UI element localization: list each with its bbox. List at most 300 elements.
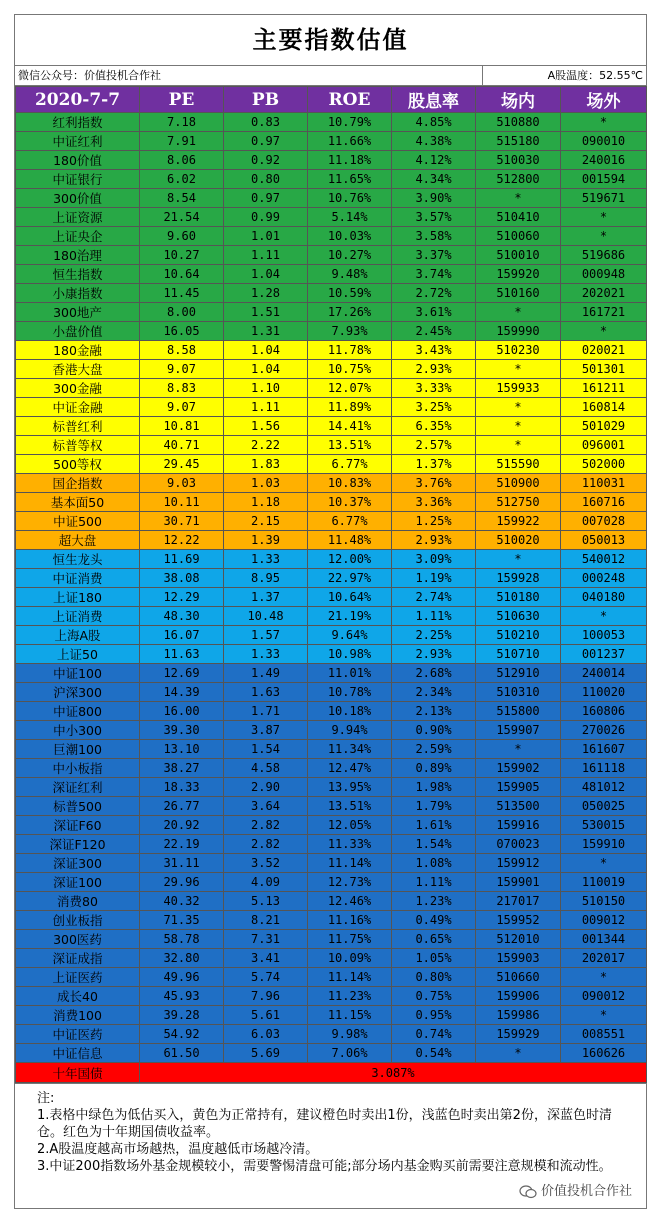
roe-value: 9.98% bbox=[308, 1025, 392, 1044]
dividend-yield: 0.54% bbox=[392, 1044, 476, 1063]
table-row bbox=[16, 911, 647, 930]
pe-value: 8.58 bbox=[140, 341, 224, 360]
otc-code: 001344 bbox=[561, 930, 647, 949]
index-name: 中证红利 bbox=[16, 132, 140, 151]
pe-value: 40.71 bbox=[140, 436, 224, 455]
otc-code: 160626 bbox=[561, 1044, 647, 1063]
exchange-code: 512010 bbox=[476, 930, 561, 949]
exchange-code: 510010 bbox=[476, 246, 561, 265]
dividend-yield: 2.34% bbox=[392, 683, 476, 702]
table-row bbox=[16, 854, 647, 873]
valuation-table bbox=[15, 86, 647, 1083]
pb-value: 1.04 bbox=[224, 360, 308, 379]
index-name: 180金融 bbox=[16, 341, 140, 360]
index-name: 中证金融 bbox=[16, 398, 140, 417]
index-name: 小康指数 bbox=[16, 284, 140, 303]
pe-value: 10.64 bbox=[140, 265, 224, 284]
exchange-code: 512800 bbox=[476, 170, 561, 189]
roe-value: 11.23% bbox=[308, 987, 392, 1006]
pb-value: 1.56 bbox=[224, 417, 308, 436]
header-roe: ROE bbox=[308, 87, 392, 113]
exchange-code: 159990 bbox=[476, 322, 561, 341]
pb-value: 6.03 bbox=[224, 1025, 308, 1044]
pb-value: 1.54 bbox=[224, 740, 308, 759]
header-pb: PB bbox=[224, 87, 308, 113]
pb-value: 0.80 bbox=[224, 170, 308, 189]
exchange-code: 159952 bbox=[476, 911, 561, 930]
exchange-code: 159929 bbox=[476, 1025, 561, 1044]
exchange-code: 159905 bbox=[476, 778, 561, 797]
dividend-yield: 2.13% bbox=[392, 702, 476, 721]
table-row bbox=[16, 341, 647, 360]
index-name: 深证F120 bbox=[16, 835, 140, 854]
roe-value: 11.78% bbox=[308, 341, 392, 360]
pe-value: 45.93 bbox=[140, 987, 224, 1006]
dividend-yield: 4.12% bbox=[392, 151, 476, 170]
pe-value: 71.35 bbox=[140, 911, 224, 930]
page-title: 主要指数估值 bbox=[15, 15, 646, 66]
pe-value: 9.60 bbox=[140, 227, 224, 246]
exchange-code: 159903 bbox=[476, 949, 561, 968]
otc-code: 202017 bbox=[561, 949, 647, 968]
pb-value: 1.33 bbox=[224, 645, 308, 664]
otc-code: * bbox=[561, 1006, 647, 1025]
dividend-yield: 2.93% bbox=[392, 360, 476, 379]
index-name: 基本面50 bbox=[16, 493, 140, 512]
roe-value: 11.33% bbox=[308, 835, 392, 854]
pb-value: 2.22 bbox=[224, 436, 308, 455]
index-name: 标普等权 bbox=[16, 436, 140, 455]
pb-value: 1.01 bbox=[224, 227, 308, 246]
exchange-code: * bbox=[476, 360, 561, 379]
table-row bbox=[16, 132, 647, 151]
valuation-sheet bbox=[14, 14, 647, 1209]
index-name: 180治理 bbox=[16, 246, 140, 265]
otc-code: 000948 bbox=[561, 265, 647, 284]
table-row bbox=[16, 1025, 647, 1044]
otc-code: 001594 bbox=[561, 170, 647, 189]
pe-value: 21.54 bbox=[140, 208, 224, 227]
index-name: 中证500 bbox=[16, 512, 140, 531]
index-name: 500等权 bbox=[16, 455, 140, 474]
table-row bbox=[16, 835, 647, 854]
exchange-code: 513500 bbox=[476, 797, 561, 816]
index-name: 中小300 bbox=[16, 721, 140, 740]
roe-value: 10.27% bbox=[308, 246, 392, 265]
otc-code: 160806 bbox=[561, 702, 647, 721]
dividend-yield: 3.58% bbox=[392, 227, 476, 246]
wechat-icon bbox=[519, 1185, 537, 1199]
otc-code: 110020 bbox=[561, 683, 647, 702]
roe-value: 11.48% bbox=[308, 531, 392, 550]
exchange-code: 510900 bbox=[476, 474, 561, 493]
otc-code: 161118 bbox=[561, 759, 647, 778]
table-row bbox=[16, 797, 647, 816]
otc-code: 100053 bbox=[561, 626, 647, 645]
pe-value: 10.11 bbox=[140, 493, 224, 512]
pe-value: 38.08 bbox=[140, 569, 224, 588]
exchange-code: 159986 bbox=[476, 1006, 561, 1025]
header-otc-code: 场外 bbox=[561, 87, 647, 113]
pb-value: 1.83 bbox=[224, 455, 308, 474]
table-row bbox=[16, 740, 647, 759]
index-name: 中证银行 bbox=[16, 170, 140, 189]
table-row bbox=[16, 360, 647, 379]
pb-value: 4.58 bbox=[224, 759, 308, 778]
pe-value: 26.77 bbox=[140, 797, 224, 816]
pe-value: 16.05 bbox=[140, 322, 224, 341]
table-row bbox=[16, 455, 647, 474]
roe-value: 7.06% bbox=[308, 1044, 392, 1063]
otc-code: 040180 bbox=[561, 588, 647, 607]
dividend-yield: 3.43% bbox=[392, 341, 476, 360]
table-row bbox=[16, 113, 647, 132]
index-name: 中小板指 bbox=[16, 759, 140, 778]
index-name: 深证100 bbox=[16, 873, 140, 892]
table-row bbox=[16, 607, 647, 626]
dividend-yield: 2.45% bbox=[392, 322, 476, 341]
otc-code: 519671 bbox=[561, 189, 647, 208]
otc-code: 000248 bbox=[561, 569, 647, 588]
pe-value: 8.06 bbox=[140, 151, 224, 170]
roe-value: 10.76% bbox=[308, 189, 392, 208]
roe-value: 10.75% bbox=[308, 360, 392, 379]
table-row bbox=[16, 816, 647, 835]
dividend-yield: 1.19% bbox=[392, 569, 476, 588]
table-row bbox=[16, 892, 647, 911]
table-row bbox=[16, 873, 647, 892]
otc-code: 110031 bbox=[561, 474, 647, 493]
index-name: 国企指数 bbox=[16, 474, 140, 493]
table-row bbox=[16, 759, 647, 778]
roe-value: 10.03% bbox=[308, 227, 392, 246]
otc-code: 161211 bbox=[561, 379, 647, 398]
table-row bbox=[16, 151, 647, 170]
pe-value: 8.00 bbox=[140, 303, 224, 322]
pb-value: 1.04 bbox=[224, 265, 308, 284]
table-row bbox=[16, 436, 647, 455]
index-name: 创业板指 bbox=[16, 911, 140, 930]
index-name: 300医药 bbox=[16, 930, 140, 949]
dividend-yield: 2.93% bbox=[392, 531, 476, 550]
table-row bbox=[16, 1006, 647, 1025]
table-row bbox=[16, 645, 647, 664]
otc-code: 519686 bbox=[561, 246, 647, 265]
roe-value: 14.41% bbox=[308, 417, 392, 436]
pb-value: 8.95 bbox=[224, 569, 308, 588]
dividend-yield: 0.90% bbox=[392, 721, 476, 740]
pb-value: 7.31 bbox=[224, 930, 308, 949]
note-3: 3.中证200指数场外基金规模较小，需要警惕清盘可能;部分场内基金购买前需要注意规模和流动性。 bbox=[37, 1159, 612, 1174]
index-name: 深证F60 bbox=[16, 816, 140, 835]
table-row bbox=[16, 721, 647, 740]
index-name: 上证资源 bbox=[16, 208, 140, 227]
pe-value: 14.39 bbox=[140, 683, 224, 702]
index-name: 中证信息 bbox=[16, 1044, 140, 1063]
dividend-yield: 3.37% bbox=[392, 246, 476, 265]
dividend-yield: 6.35% bbox=[392, 417, 476, 436]
otc-code: 090010 bbox=[561, 132, 647, 151]
roe-value: 10.18% bbox=[308, 702, 392, 721]
table-row bbox=[16, 531, 647, 550]
exchange-code: 510180 bbox=[476, 588, 561, 607]
pb-value: 2.15 bbox=[224, 512, 308, 531]
dividend-yield: 3.57% bbox=[392, 208, 476, 227]
dividend-yield: 1.08% bbox=[392, 854, 476, 873]
pb-value: 5.69 bbox=[224, 1044, 308, 1063]
index-name: 上证医药 bbox=[16, 968, 140, 987]
table-row bbox=[16, 1044, 647, 1063]
pb-value: 1.03 bbox=[224, 474, 308, 493]
pe-value: 32.80 bbox=[140, 949, 224, 968]
table-row bbox=[16, 417, 647, 436]
pb-value: 1.49 bbox=[224, 664, 308, 683]
table-row bbox=[16, 968, 647, 987]
dividend-yield: 1.05% bbox=[392, 949, 476, 968]
otc-code: 510150 bbox=[561, 892, 647, 911]
pe-value: 10.27 bbox=[140, 246, 224, 265]
exchange-code: * bbox=[476, 436, 561, 455]
roe-value: 11.65% bbox=[308, 170, 392, 189]
roe-value: 9.94% bbox=[308, 721, 392, 740]
roe-value: 9.48% bbox=[308, 265, 392, 284]
account-label: 微信公众号：价值投机合作社 bbox=[15, 66, 483, 85]
otc-code: 001237 bbox=[561, 645, 647, 664]
exchange-code: 510880 bbox=[476, 113, 561, 132]
index-name: 巨潮100 bbox=[16, 740, 140, 759]
table-row bbox=[16, 208, 647, 227]
pe-value: 22.19 bbox=[140, 835, 224, 854]
otc-code: 090012 bbox=[561, 987, 647, 1006]
dividend-yield: 3.36% bbox=[392, 493, 476, 512]
table-row bbox=[16, 493, 647, 512]
roe-value: 12.73% bbox=[308, 873, 392, 892]
roe-value: 11.18% bbox=[308, 151, 392, 170]
exchange-code: 510160 bbox=[476, 284, 561, 303]
roe-value: 11.89% bbox=[308, 398, 392, 417]
exchange-code: 217017 bbox=[476, 892, 561, 911]
pb-value: 1.51 bbox=[224, 303, 308, 322]
table-row bbox=[16, 379, 647, 398]
header-row bbox=[16, 87, 647, 113]
otc-code: 050013 bbox=[561, 531, 647, 550]
pb-value: 0.97 bbox=[224, 189, 308, 208]
pe-value: 6.02 bbox=[140, 170, 224, 189]
otc-code: * bbox=[561, 113, 647, 132]
table-row bbox=[16, 702, 647, 721]
pe-value: 11.69 bbox=[140, 550, 224, 569]
otc-code: 160716 bbox=[561, 493, 647, 512]
dividend-yield: 3.76% bbox=[392, 474, 476, 493]
exchange-code: * bbox=[476, 417, 561, 436]
dividend-yield: 3.61% bbox=[392, 303, 476, 322]
pb-value: 3.52 bbox=[224, 854, 308, 873]
roe-value: 21.19% bbox=[308, 607, 392, 626]
index-name: 小盘价值 bbox=[16, 322, 140, 341]
exchange-code: 070023 bbox=[476, 835, 561, 854]
dividend-yield: 1.61% bbox=[392, 816, 476, 835]
dividend-yield: 1.25% bbox=[392, 512, 476, 531]
exchange-code: 512910 bbox=[476, 664, 561, 683]
index-name: 标普红利 bbox=[16, 417, 140, 436]
dividend-yield: 1.79% bbox=[392, 797, 476, 816]
exchange-code: 159912 bbox=[476, 854, 561, 873]
pe-value: 9.07 bbox=[140, 398, 224, 417]
pe-value: 16.00 bbox=[140, 702, 224, 721]
dividend-yield: 1.11% bbox=[392, 607, 476, 626]
pe-value: 61.50 bbox=[140, 1044, 224, 1063]
roe-value: 12.47% bbox=[308, 759, 392, 778]
dividend-yield: 3.33% bbox=[392, 379, 476, 398]
bond-yield: 3.087% bbox=[140, 1063, 647, 1083]
pb-value: 0.83 bbox=[224, 113, 308, 132]
roe-value: 5.14% bbox=[308, 208, 392, 227]
otc-code: * bbox=[561, 227, 647, 246]
exchange-code: 159916 bbox=[476, 816, 561, 835]
table-row bbox=[16, 626, 647, 645]
pb-value: 4.09 bbox=[224, 873, 308, 892]
exchange-code: 510030 bbox=[476, 151, 561, 170]
roe-value: 13.51% bbox=[308, 797, 392, 816]
pb-value: 1.04 bbox=[224, 341, 308, 360]
index-name: 标普500 bbox=[16, 797, 140, 816]
pb-value: 5.74 bbox=[224, 968, 308, 987]
exchange-code: 159920 bbox=[476, 265, 561, 284]
otc-code: 161721 bbox=[561, 303, 647, 322]
pb-value: 1.63 bbox=[224, 683, 308, 702]
otc-code: 240014 bbox=[561, 664, 647, 683]
notes-section bbox=[15, 1083, 646, 1208]
table-row bbox=[16, 987, 647, 1006]
otc-code: * bbox=[561, 968, 647, 987]
pe-value: 40.32 bbox=[140, 892, 224, 911]
roe-value: 11.14% bbox=[308, 854, 392, 873]
dividend-yield: 0.65% bbox=[392, 930, 476, 949]
pb-value: 2.82 bbox=[224, 816, 308, 835]
exchange-code: * bbox=[476, 189, 561, 208]
roe-value: 10.37% bbox=[308, 493, 392, 512]
otc-code: 050025 bbox=[561, 797, 647, 816]
otc-code: 008551 bbox=[561, 1025, 647, 1044]
dividend-yield: 2.57% bbox=[392, 436, 476, 455]
index-name: 红利指数 bbox=[16, 113, 140, 132]
table-row bbox=[16, 265, 647, 284]
dividend-yield: 0.49% bbox=[392, 911, 476, 930]
roe-value: 11.01% bbox=[308, 664, 392, 683]
table-row bbox=[16, 512, 647, 531]
exchange-code: 159907 bbox=[476, 721, 561, 740]
index-name: 超大盘 bbox=[16, 531, 140, 550]
roe-value: 17.26% bbox=[308, 303, 392, 322]
otc-code: 020021 bbox=[561, 341, 647, 360]
table-row bbox=[16, 189, 647, 208]
pb-value: 0.97 bbox=[224, 132, 308, 151]
pb-value: 1.31 bbox=[224, 322, 308, 341]
pb-value: 5.61 bbox=[224, 1006, 308, 1025]
roe-value: 10.59% bbox=[308, 284, 392, 303]
dividend-yield: 4.34% bbox=[392, 170, 476, 189]
pb-value: 1.28 bbox=[224, 284, 308, 303]
exchange-code: * bbox=[476, 550, 561, 569]
exchange-code: 510710 bbox=[476, 645, 561, 664]
roe-value: 10.98% bbox=[308, 645, 392, 664]
table-row bbox=[16, 949, 647, 968]
roe-value: 10.83% bbox=[308, 474, 392, 493]
otc-code: 530015 bbox=[561, 816, 647, 835]
index-name: 消费100 bbox=[16, 1006, 140, 1025]
exchange-code: 510660 bbox=[476, 968, 561, 987]
otc-code: 502000 bbox=[561, 455, 647, 474]
pe-value: 7.18 bbox=[140, 113, 224, 132]
dividend-yield: 3.09% bbox=[392, 550, 476, 569]
pe-value: 16.07 bbox=[140, 626, 224, 645]
table-row bbox=[16, 303, 647, 322]
index-name: 上证180 bbox=[16, 588, 140, 607]
otc-code: * bbox=[561, 208, 647, 227]
temperature-label: A股温度：52.55℃ bbox=[547, 69, 643, 82]
exchange-code: 515800 bbox=[476, 702, 561, 721]
pe-value: 38.27 bbox=[140, 759, 224, 778]
pb-value: 1.71 bbox=[224, 702, 308, 721]
info-bar bbox=[15, 66, 646, 86]
roe-value: 10.78% bbox=[308, 683, 392, 702]
roe-value: 12.07% bbox=[308, 379, 392, 398]
pb-value: 0.99 bbox=[224, 208, 308, 227]
table-row bbox=[16, 778, 647, 797]
dividend-yield: 1.98% bbox=[392, 778, 476, 797]
exchange-code: 159922 bbox=[476, 512, 561, 531]
roe-value: 11.15% bbox=[308, 1006, 392, 1025]
note-2: 2.A股温度越高市场越热，温度越低市场越冷清。 bbox=[37, 1142, 319, 1157]
pb-value: 2.90 bbox=[224, 778, 308, 797]
index-name: 成长40 bbox=[16, 987, 140, 1006]
pe-value: 54.92 bbox=[140, 1025, 224, 1044]
index-name: 中证800 bbox=[16, 702, 140, 721]
dividend-yield: 0.80% bbox=[392, 968, 476, 987]
pe-value: 8.54 bbox=[140, 189, 224, 208]
pe-value: 20.92 bbox=[140, 816, 224, 835]
pe-value: 49.96 bbox=[140, 968, 224, 987]
index-name: 上海A股 bbox=[16, 626, 140, 645]
exchange-code: 159928 bbox=[476, 569, 561, 588]
dividend-yield: 0.75% bbox=[392, 987, 476, 1006]
roe-value: 12.46% bbox=[308, 892, 392, 911]
bond-row bbox=[16, 1063, 647, 1083]
exchange-code: 510060 bbox=[476, 227, 561, 246]
exchange-code: * bbox=[476, 740, 561, 759]
table-row bbox=[16, 284, 647, 303]
pb-value: 0.92 bbox=[224, 151, 308, 170]
otc-code: 501301 bbox=[561, 360, 647, 379]
dividend-yield: 4.38% bbox=[392, 132, 476, 151]
otc-code: * bbox=[561, 322, 647, 341]
roe-value: 11.66% bbox=[308, 132, 392, 151]
roe-value: 22.97% bbox=[308, 569, 392, 588]
dividend-yield: 0.95% bbox=[392, 1006, 476, 1025]
pb-value: 1.11 bbox=[224, 246, 308, 265]
watermark-text: 价值投机合作社 bbox=[540, 1184, 632, 1199]
roe-value: 10.64% bbox=[308, 588, 392, 607]
pb-value: 7.96 bbox=[224, 987, 308, 1006]
exchange-code: 510310 bbox=[476, 683, 561, 702]
otc-code: 110019 bbox=[561, 873, 647, 892]
pb-value: 1.18 bbox=[224, 493, 308, 512]
header-exchange-code: 场内 bbox=[476, 87, 561, 113]
header-date: 2020-7-7 bbox=[16, 87, 140, 113]
roe-value: 11.16% bbox=[308, 911, 392, 930]
roe-value: 11.14% bbox=[308, 968, 392, 987]
otc-code: 160814 bbox=[561, 398, 647, 417]
